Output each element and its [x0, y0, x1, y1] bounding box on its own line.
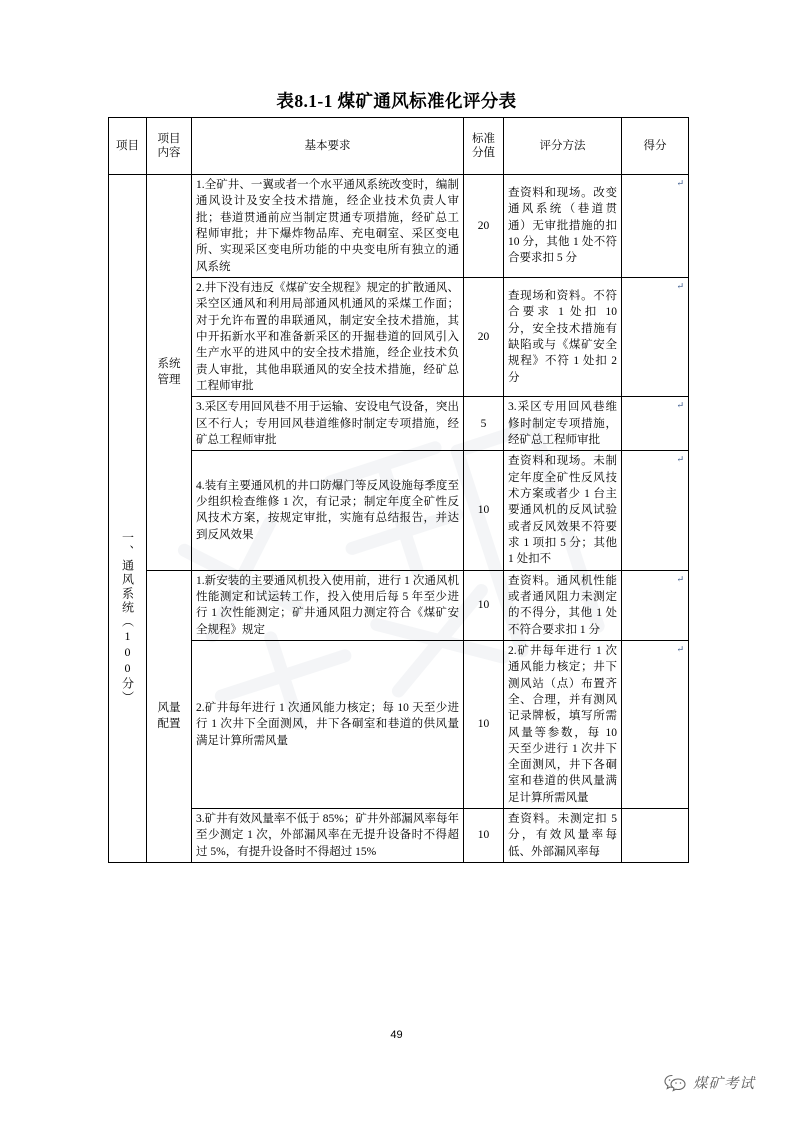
table-row	[109, 397, 689, 451]
column-header-requirement: 基本要求	[192, 118, 464, 175]
standard-score-cell: 20	[464, 277, 504, 396]
standard-score-cell: 10	[464, 570, 504, 640]
column-header-score	[464, 118, 504, 175]
column-header-content-line2: 内容	[157, 147, 181, 159]
column-header-score-line2: 分值	[472, 147, 495, 159]
table-row	[109, 175, 689, 278]
scoring-method-cell: 2.矿井每年进行 1 次通风能力核定；井下测风站（点）布置齐全、合理，并有测风记录牌板，填写所需风量等参数，每 10 天至少进行 1 次井下全面测风，井下各硐室和巷道的供风量满足计算所需风量	[504, 640, 622, 808]
item-category-cell	[109, 175, 147, 863]
item-category-label: 一、通风系统（100分）	[120, 530, 135, 705]
requirement-cell: 2.井下没有违反《煤矿安全规程》规定的扩散通风、采空区通风和利用局部通风机通风的采煤工作面；对于允许布置的串联通风，制定安全技术措施，其中开拓新水平和准备新采区的开掘巷道的回风引入生产水平的进风中的安全技术措施，经企业技术负责人审批，其他串联通风的安全技术措施，经矿总工程师审批	[192, 277, 464, 396]
group-name-line1: 系统	[157, 357, 181, 370]
table-row	[109, 809, 689, 863]
scoring-method-cell: 查现场和资料。不符合要求 1 处扣 10 分，安全技术措施有缺陷或与《煤矿安全规程》不符 1 处扣 2 分	[504, 277, 622, 396]
paragraph-mark-icon: ↵	[676, 280, 684, 291]
group-name-line2: 管理	[157, 374, 181, 387]
page-title: 表8.1-1 煤矿通风标准化评分表	[276, 91, 517, 111]
group-name-cell	[147, 570, 192, 863]
group-name-cell	[147, 175, 192, 571]
group-name-line1: 风量	[157, 702, 181, 714]
score-table	[108, 117, 689, 863]
gained-score-cell[interactable]	[622, 809, 689, 863]
gained-score-cell[interactable]	[622, 277, 689, 396]
page-number: 49	[390, 1029, 403, 1041]
gained-score-cell[interactable]	[622, 397, 689, 451]
standard-score-cell: 20	[464, 175, 504, 278]
requirement-cell: 1.全矿井、一翼或者一个水平通风系统改变时，编制通风设计及安全技术措施，经企业技术负责人审批；巷道贯通前应当制定贯通专项措施，经矿总工程师审批；井下爆炸物品库、充电硐室、采区变电所、实现采区变电所功能的中央变电所有独立的通风系统	[192, 175, 464, 278]
paragraph-mark-icon: ↵	[676, 400, 684, 411]
gained-score-cell[interactable]	[622, 570, 689, 640]
brand-name: 煤矿考试	[693, 1076, 755, 1092]
standard-score-cell: 10	[464, 809, 504, 863]
column-header-score-line1: 标准	[472, 132, 495, 145]
paragraph-mark-icon: ↵	[676, 643, 684, 654]
gained-score-cell[interactable]	[622, 451, 689, 570]
score-table-container	[108, 117, 688, 863]
scoring-method-cell: 查资料和现场。未制定年度全矿性反风技术方案或者少 1 台主要通风机的反风试验或者反风效果不符要求 1 项扣 5 分；其他 1 处扣不	[504, 451, 622, 570]
gained-score-cell[interactable]	[622, 175, 689, 278]
table-header	[109, 118, 689, 175]
column-header-item: 项目	[109, 118, 147, 175]
paragraph-mark-icon: ↵	[676, 573, 684, 584]
scoring-method-cell: 查资料和现场。改变通风系统（巷道贯通）无审批措施的扣 10 分，其他 1 处不符合要求扣 5 分	[504, 175, 622, 278]
group-name-line2: 配置	[157, 718, 181, 731]
requirement-cell: 1.新安装的主要通风机投入使用前，进行 1 次通风机性能测定和试运转工作，投入使用后每 5 年至少进行 1 次性能测定；矿井通风阻力测定符合《煤矿安全规程》规定	[192, 570, 464, 640]
column-header-method: 评分方法	[504, 118, 622, 175]
column-header-content-line1: 项目	[157, 132, 181, 145]
table-row	[109, 451, 689, 570]
requirement-cell: 2.矿井每年进行 1 次通风能力核定；每 10 天至少进行 1 次井下全面测风，井下各硐室和巷道的供风量满足计算所需风量	[192, 640, 464, 808]
paragraph-mark-icon: ↵	[676, 178, 684, 188]
table-row	[109, 277, 689, 396]
requirement-cell: 3.采区专用回风巷不用于运输、安设电气设备，突出区不行人；专用回风巷道维修时制定专项措施，经矿总工程师审批	[192, 397, 464, 451]
column-header-gain: 得分	[622, 118, 689, 175]
paragraph-mark-icon: ↵	[676, 454, 684, 465]
wechat-icon	[664, 1073, 686, 1092]
standard-score-cell: 10	[464, 451, 504, 570]
column-header-content	[147, 118, 192, 175]
scoring-method-cell: 查资料。未测定扣 5 分，有效风量率每低、外部漏风率每	[504, 809, 622, 863]
requirement-cell: 3.矿井有效风量率不低于 85%；矿井外部漏风率每年至少测定 1 次，外部漏风率在无提升设备时不得超过 5%，有提升设备时不得超过 15%	[192, 809, 464, 863]
table-header-row	[109, 118, 689, 175]
scoring-method-cell: 3.采区专用回风巷维修时制定专项措施，经矿总工程师审批	[504, 397, 622, 451]
gained-score-cell[interactable]	[622, 640, 689, 808]
table-row	[109, 570, 689, 640]
standard-score-cell: 5	[464, 397, 504, 451]
table-body	[109, 175, 689, 863]
table-row	[109, 640, 689, 808]
requirement-cell: 4.装有主要通风机的井口防爆门等反风设施每季度至少组织检查维修 1 次，有记录；制定年度全矿性反风技术方案，按规定审批，实施有总结报告，并达到反风效果	[192, 451, 464, 570]
scoring-method-cell: 查资料。通风机性能或者通风阻力未测定的不得分，其他 1 处不符合要求扣 1 分	[504, 570, 622, 640]
standard-score-cell: 10	[464, 640, 504, 808]
brand-footer	[664, 1072, 755, 1093]
